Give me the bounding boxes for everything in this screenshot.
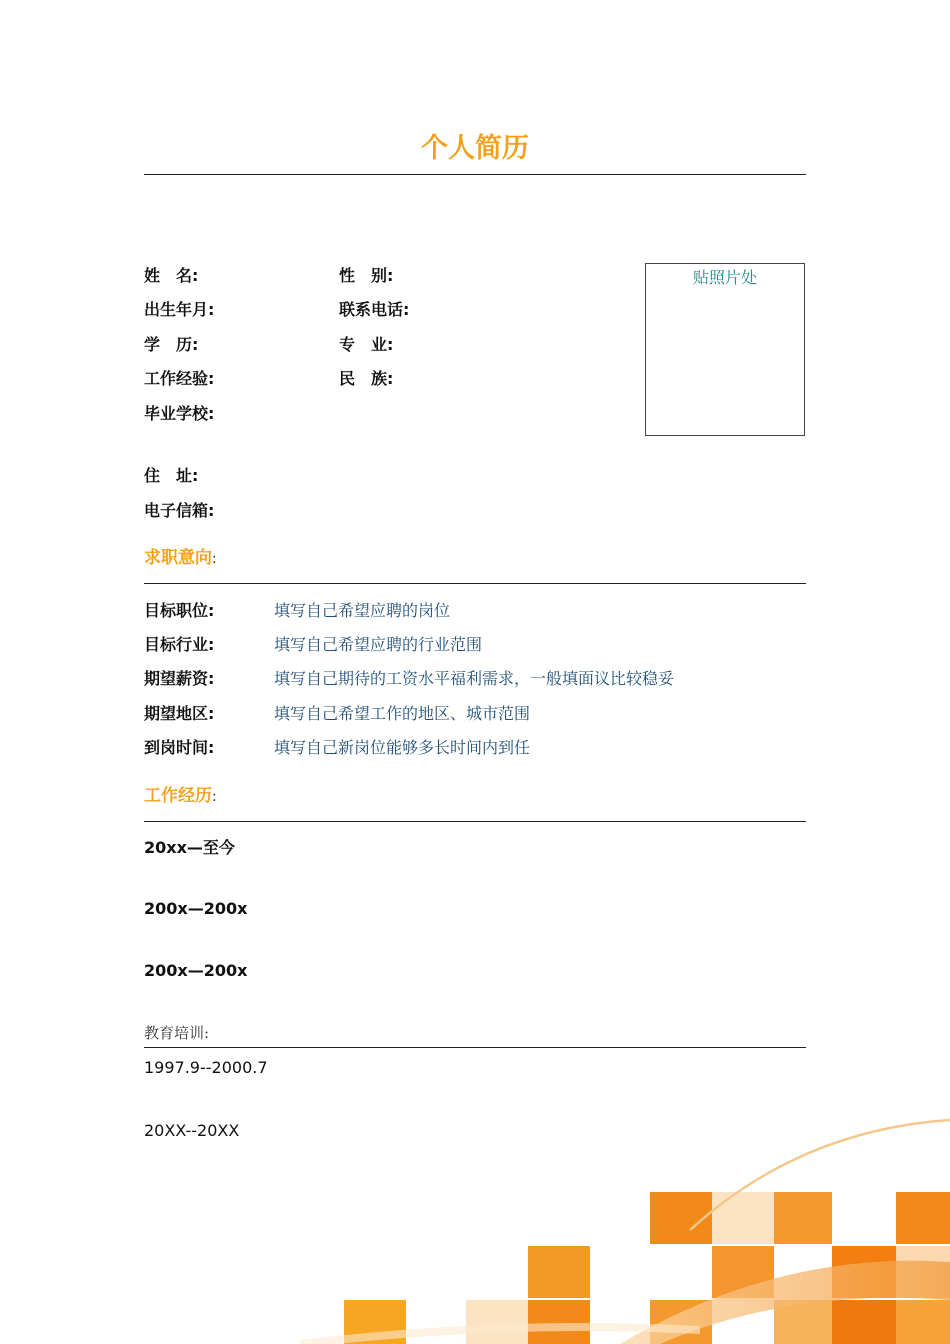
job-intent-heading <box>144 546 217 571</box>
expected-salary-label: 期望薪资: <box>144 669 215 688</box>
photo-placeholder-text: 贴照片处 <box>692 268 757 287</box>
page-title: 个人简历 <box>421 133 529 164</box>
photo-placeholder[interactable] <box>645 263 805 436</box>
email-label: 电子信箱: <box>144 501 215 520</box>
ethnicity-label: 民 族: <box>339 369 394 388</box>
address-label: 住 址: <box>144 466 199 485</box>
phone-label: 联系电话: <box>339 300 410 319</box>
start-time-label: 到岗时间: <box>144 738 215 757</box>
work-history-heading-colon: : <box>212 789 217 805</box>
major-label: 专 业: <box>339 335 394 354</box>
work-period: 200x—200x <box>144 899 248 918</box>
education-period: 20XX--20XX <box>144 1121 240 1140</box>
work-history-heading-text: 工作经历 <box>144 786 212 806</box>
job-intent-divider <box>144 583 806 584</box>
expected-salary-value: 填写自己期待的工资水平福利需求，一般填面议比较稳妥 <box>274 669 675 688</box>
job-intent-heading-colon: : <box>212 551 217 567</box>
target-industry-label: 目标行业: <box>144 635 215 654</box>
work-period: 200x—200x <box>144 961 248 980</box>
target-position-label: 目标职位: <box>144 601 215 620</box>
target-position-value: 填写自己希望应聘的岗位 <box>274 601 451 620</box>
start-time-value: 填写自己新岗位能够多长时间内到任 <box>274 738 531 757</box>
work-period: 20xx—至今 <box>144 838 235 857</box>
work-history-divider <box>144 821 806 822</box>
job-intent-heading-text: 求职意向 <box>144 548 212 568</box>
birth-label: 出生年月: <box>144 300 215 319</box>
name-label: 姓 名: <box>144 266 199 285</box>
education-period: 1997.9--2000.7 <box>144 1058 268 1077</box>
expected-region-label: 期望地区: <box>144 704 215 723</box>
education-label: 学 历: <box>144 335 199 354</box>
experience-label: 工作经验: <box>144 369 215 388</box>
gender-label: 性 别: <box>339 266 394 285</box>
title-divider <box>144 174 806 175</box>
expected-region-value: 填写自己希望工作的地区、城市范围 <box>274 704 531 723</box>
target-industry-value: 填写自己希望应聘的行业范围 <box>274 635 483 654</box>
education-heading: 教育培训: <box>144 1024 210 1042</box>
school-label: 毕业学校: <box>144 404 215 423</box>
work-history-heading <box>144 784 217 809</box>
education-divider <box>144 1047 806 1048</box>
